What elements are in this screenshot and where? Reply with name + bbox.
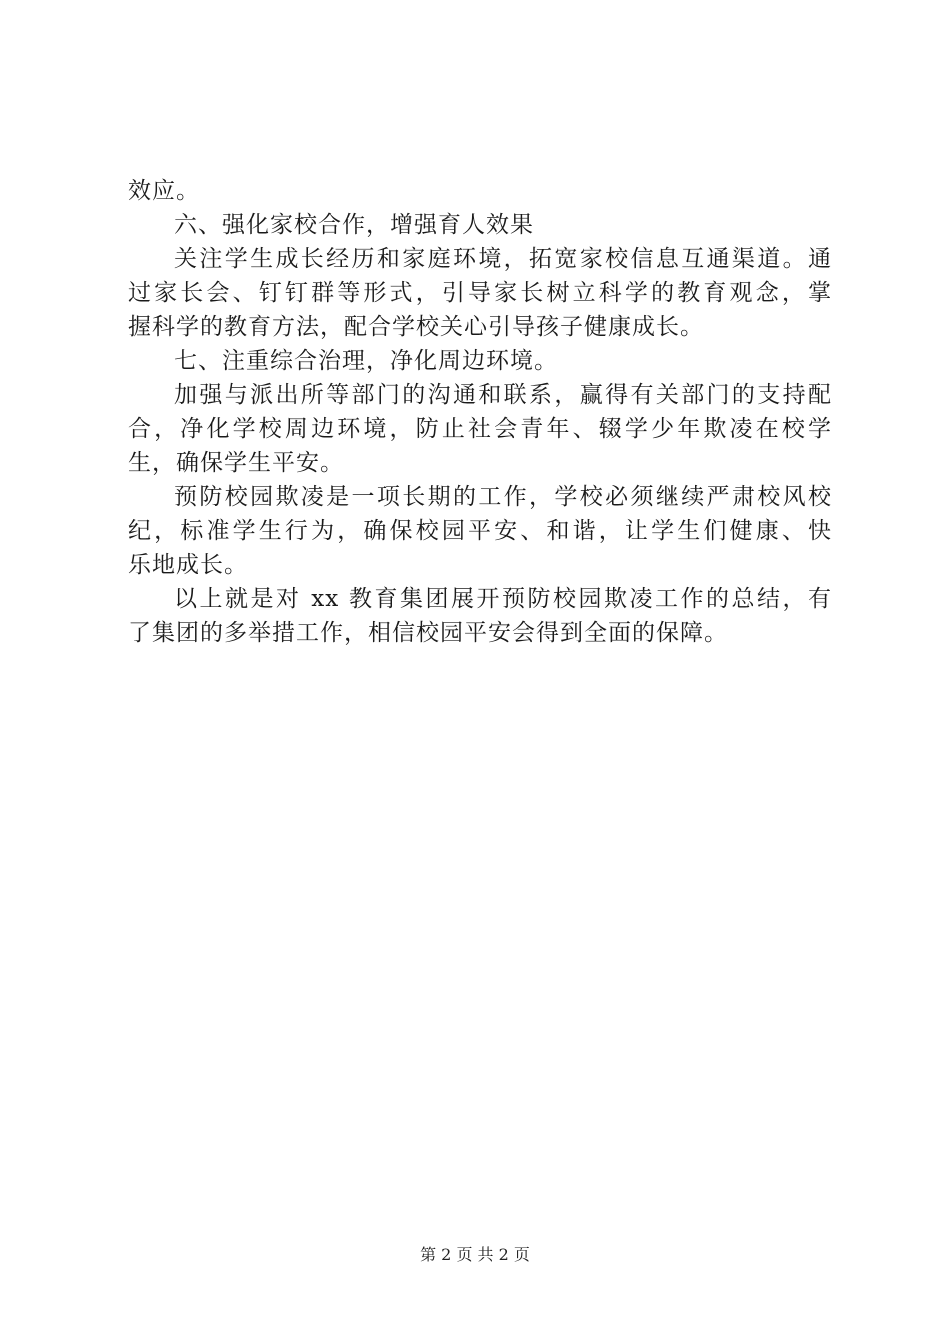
paragraph-line: 效应。: [128, 178, 200, 204]
paragraph-line: 合，净化学校周边环境，防止社会青年、辍学少年欺凌在校学: [128, 416, 832, 442]
paragraph-line: 了集团的多举措工作，相信校园平安会得到全面的保障。: [128, 620, 728, 646]
paragraph-line: 加强与派出所等部门的沟通和联系，赢得有关部门的支持配: [174, 382, 832, 408]
section-heading-7: 七、注重综合治理，净化周边环境。: [174, 348, 558, 374]
paragraph-line: 以上就是对 xx 教育集团展开预防校园欺凌工作的总结，有: [174, 586, 832, 612]
paragraph-line: 关注学生成长经历和家庭环境，拓宽家校信息互通渠道。通: [174, 246, 832, 272]
paragraph-line: 生，确保学生平安。: [128, 450, 344, 476]
document-body: [128, 174, 832, 650]
paragraph-line: 乐地成长。: [128, 552, 248, 578]
paragraph-line: 预防校园欺凌是一项长期的工作，学校必须继续严肃校风校: [174, 484, 832, 510]
page-number-footer: 第 2 页 共 2 页: [420, 1245, 530, 1264]
paragraph-line: 纪，标准学生行为，确保校园平安、和谐，让学生们健康、快: [128, 518, 832, 544]
paragraph-line: 握科学的教育方法，配合学校关心引导孩子健康成长。: [128, 314, 704, 340]
section-heading-6: 六、强化家校合作，增强育人效果: [174, 212, 534, 238]
paragraph-line: 过家长会、钉钉群等形式，引导家长树立科学的教育观念，掌: [128, 280, 832, 306]
